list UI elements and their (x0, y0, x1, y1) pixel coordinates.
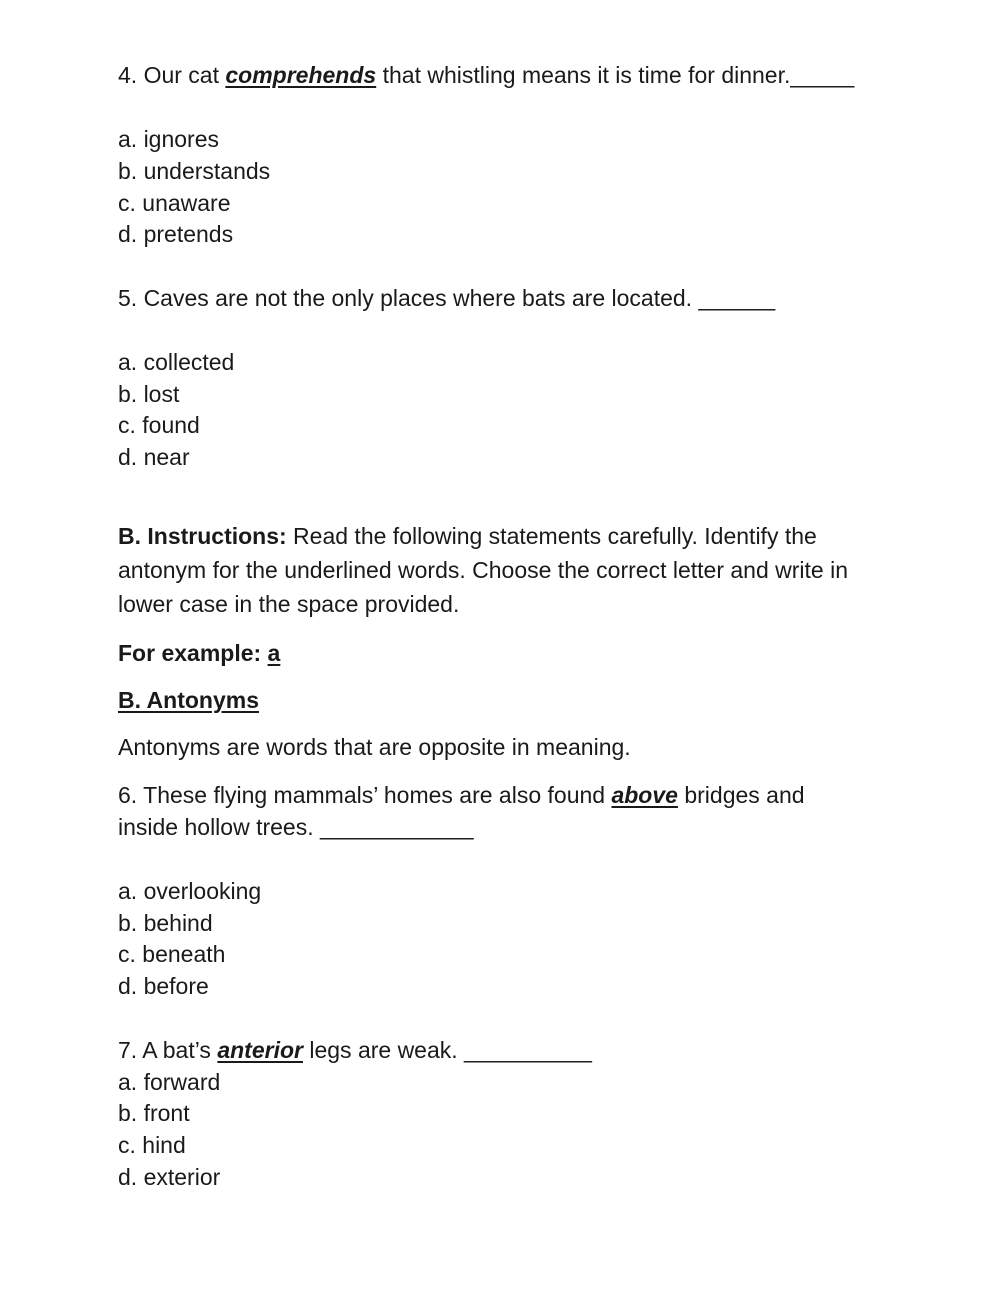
question-4-option-a: a. ignores (118, 126, 220, 152)
question-4 (118, 64, 854, 87)
question-7-option-d: d. exterior (118, 1164, 221, 1190)
question-5-option-b: b. lost (118, 381, 180, 407)
question-7-prefix: 7. A bat’s (118, 1037, 218, 1063)
question-6-prefix: 6. These flying mammals’ homes are also found (118, 782, 612, 808)
example-line (118, 642, 280, 665)
question-7-option-b: b. front (118, 1100, 190, 1126)
question-5: 5. Caves are not the only places where bats are located. ______ (118, 285, 776, 311)
question-6-option-c: c. beneath (118, 941, 226, 967)
section-heading: B. Antonyms (118, 687, 259, 713)
question-7-option-a: a. forward (118, 1069, 221, 1095)
antonyms-definition: Antonyms are words that are opposite in meaning. (118, 734, 631, 760)
instructions-text: Read the following statements carefully. Identify the antonym for the underlined words. Choose the correct letter and write in lower case in the space provided. (118, 523, 848, 617)
question-7-option-c: c. hind (118, 1132, 186, 1158)
example-answer: a (267, 640, 281, 666)
question-6-option-b: b. behind (118, 910, 213, 936)
question-4-option-d: d. pretends (118, 221, 234, 247)
question-4-prefix: 4. Our cat (118, 62, 226, 88)
question-6-keyword: above (611, 782, 678, 808)
question-4-suffix: that whistling means it is time for dinner._____ (376, 62, 855, 88)
question-6-line-2: inside hollow trees. ____________ (118, 814, 474, 840)
question-6 (118, 784, 805, 807)
question-5-option-d: d. near (118, 444, 190, 470)
question-7-suffix: legs are weak. __________ (302, 1037, 592, 1063)
question-6-suffix: bridges and (677, 782, 805, 808)
question-5-option-a: a. collected (118, 349, 235, 375)
example-label: For example: (118, 640, 268, 666)
question-7 (118, 1039, 592, 1062)
question-7-keyword: anterior (217, 1037, 303, 1063)
instructions-label: B. Instructions: (118, 523, 287, 549)
instructions-paragraph (118, 519, 888, 621)
question-4-option-c: c. unaware (118, 190, 231, 216)
question-4-option-b: b. understands (118, 158, 271, 184)
question-5-option-c: c. found (118, 412, 200, 438)
question-6-option-a: a. overlooking (118, 878, 262, 904)
question-6-option-d: d. before (118, 973, 209, 999)
question-4-keyword: comprehends (225, 62, 377, 88)
